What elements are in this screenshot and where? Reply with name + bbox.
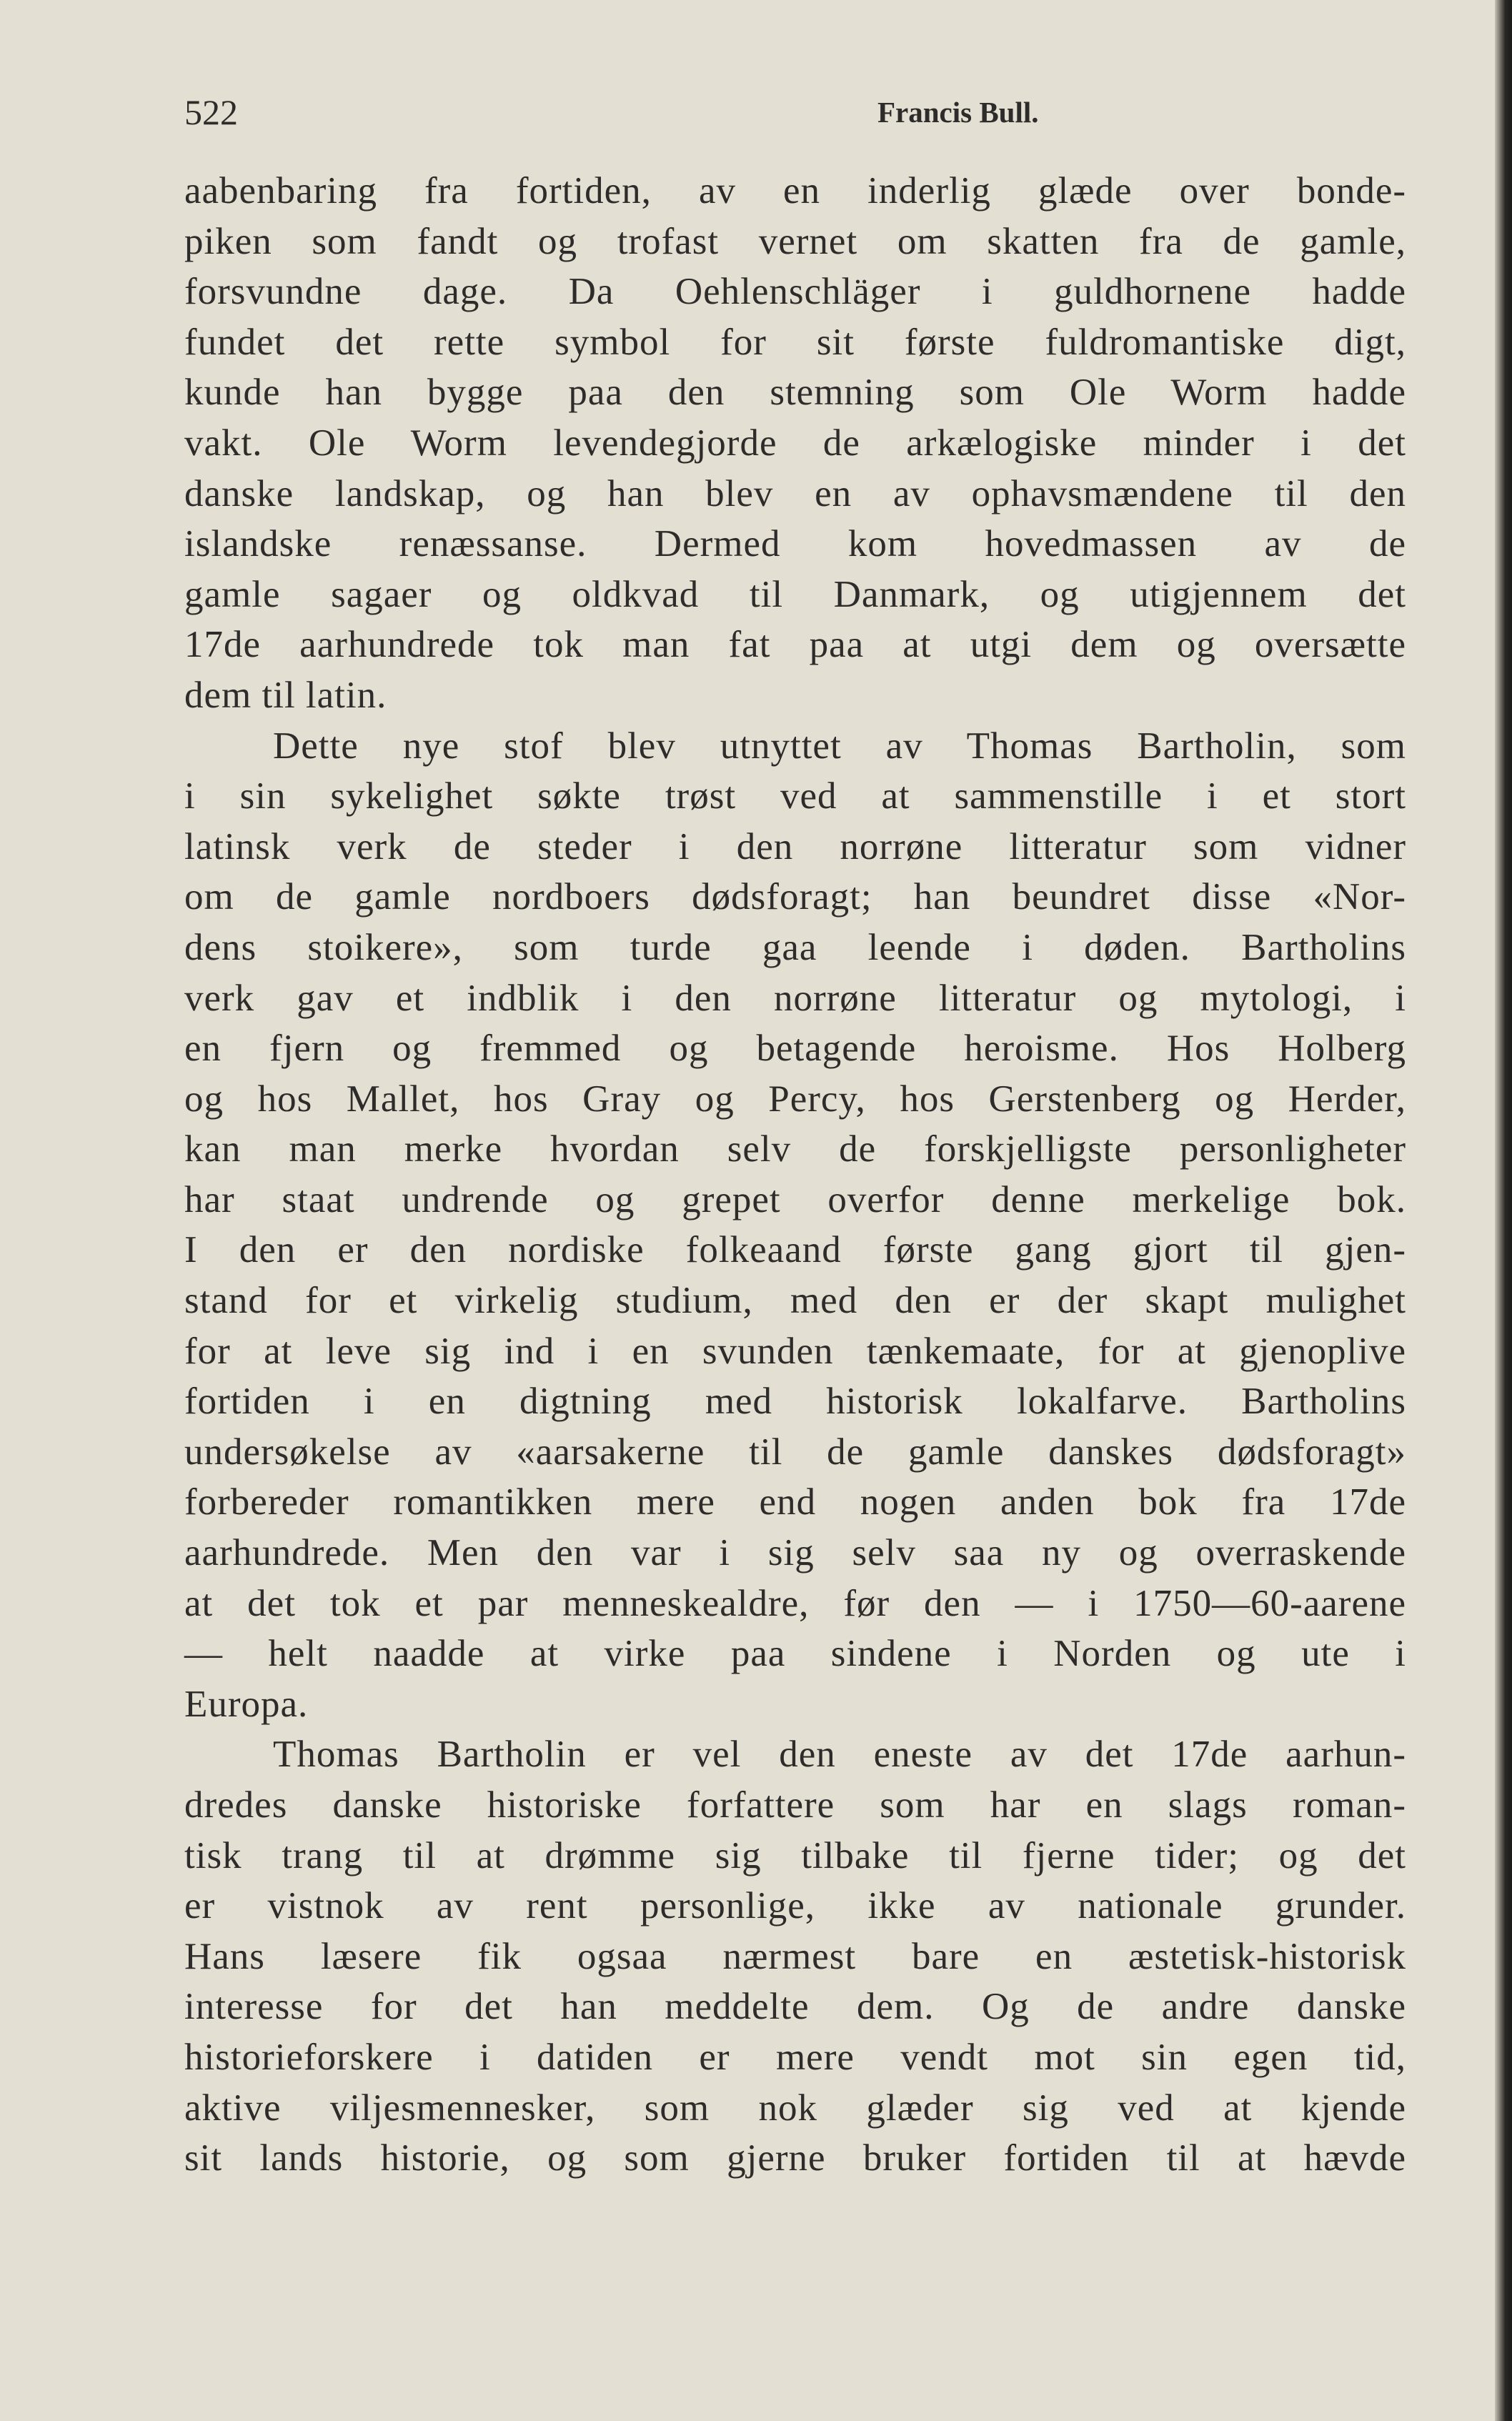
text-line: Europa.: [184, 1683, 309, 1725]
book-spine-edge: [1495, 0, 1512, 2421]
text-line: stand for et virkelig studium, med den er der skapt mulighet: [184, 1280, 1406, 1322]
text-line: Thomas Bartholin er vel den eneste av det 17de aarhun-: [273, 1734, 1406, 1776]
text-line: aktive viljesmennesker, som nok glæder sig ved at kjende: [184, 2087, 1406, 2129]
text-line: I den er den nordiske folkeaand første gang gjort til gjen-: [184, 1229, 1406, 1271]
text-line: danske landskap, og han blev en av ophavsmændene til den: [184, 472, 1406, 514]
text-line: dens stoikere», som turde gaa leende i døden. Bartholins: [184, 926, 1406, 968]
text-line: gamle sagaer og oldkvad til Danmark, og utigjennem det: [184, 573, 1406, 615]
text-line: er vistnok av rent personlige, ikke av nationale grunder.: [184, 1885, 1406, 1927]
text-line: dredes danske historiske forfattere som har en slags roman-: [184, 1784, 1406, 1826]
text-line: og hos Mallet, hos Gray og Percy, hos Gerstenberg og Herder,: [184, 1078, 1406, 1120]
text-line: forbereder romantikken mere end nogen anden bok fra 17de: [184, 1481, 1406, 1523]
text-line: — helt naadde at virke paa sindene i Norden og ute i: [184, 1633, 1406, 1675]
text-line: islandske renæssanse. Dermed kom hovedmassen av de: [184, 523, 1406, 565]
text-line: kunde han bygge paa den stemning som Ole Worm hadde: [184, 372, 1406, 414]
text-line: historieforskere i datiden er mere vendt mot sin egen tid,: [184, 2036, 1406, 2078]
text-line: 17de aarhundrede tok man fat paa at utgi dem og oversætte: [184, 624, 1406, 666]
text-line: for at leve sig ind i en svunden tænkemaate, for at gjenoplive: [184, 1330, 1406, 1372]
text-line: har staat undrende og grepet overfor denne merkelige bok.: [184, 1178, 1406, 1221]
text-line: en fjern og fremmed og betagende heroisme. Hos Holberg: [184, 1028, 1406, 1070]
text-line: om de gamle nordboers dødsforagt; han beundret disse «Nor-: [184, 876, 1406, 918]
text-line: fundet det rette symbol for sit første fuldromantiske digt,: [184, 321, 1406, 363]
text-line: aabenbaring fra fortiden, av en inderlig glæde over bonde-: [184, 170, 1406, 212]
page-number: 522: [184, 92, 238, 132]
text-line: undersøkelse av «aarsakerne til de gamle danskes dødsforagt»: [184, 1431, 1406, 1473]
text-line: latinsk verk de steder i den norrøne litteratur som vidner: [184, 825, 1406, 868]
text-line: Dette nye stof blev utnyttet av Thomas Bartholin, som: [273, 725, 1406, 767]
text-line: tisk trang til at drømme sig tilbake til fjerne tider; og det: [184, 1834, 1406, 1876]
text-line: dem til latin.: [184, 674, 387, 716]
text-line: aarhundrede. Men den var i sig selv saa ny og overraskende: [184, 1532, 1406, 1574]
text-line: verk gav et indblik i den norrøne litteratur og mytologi, i: [184, 977, 1406, 1019]
text-line: fortiden i en digtning med historisk lokalfarve. Bartholins: [184, 1381, 1406, 1423]
text-line: piken som fandt og trofast vernet om skatten fra de gamle,: [184, 220, 1406, 262]
text-line: interesse for det han meddelte dem. Og de andre danske: [184, 1986, 1406, 2028]
text-line: kan man merke hvordan selv de forskjelligste personligheter: [184, 1128, 1406, 1170]
body-text: [184, 166, 1406, 2184]
text-line: vakt. Ole Worm levendegjorde de arkælogiske minder i det: [184, 422, 1406, 464]
text-line: forsvundne dage. Da Oehlenschläger i guldhornene hadde: [184, 271, 1406, 313]
text-line: at det tok et par menneskealdre, før den — i 1750—60-aarene: [184, 1582, 1406, 1624]
text-line: Hans læsere fik ogsaa nærmest bare en æstetisk-historisk: [184, 1935, 1406, 1977]
running-head: Francis Bull.: [877, 96, 1039, 129]
page-header: [184, 80, 1406, 144]
text-line: i sin sykelighet søkte trøst ved at sammenstille i et stort: [184, 775, 1406, 817]
text-line: sit lands historie, og som gjerne bruker fortiden til at hævde: [184, 2137, 1406, 2179]
